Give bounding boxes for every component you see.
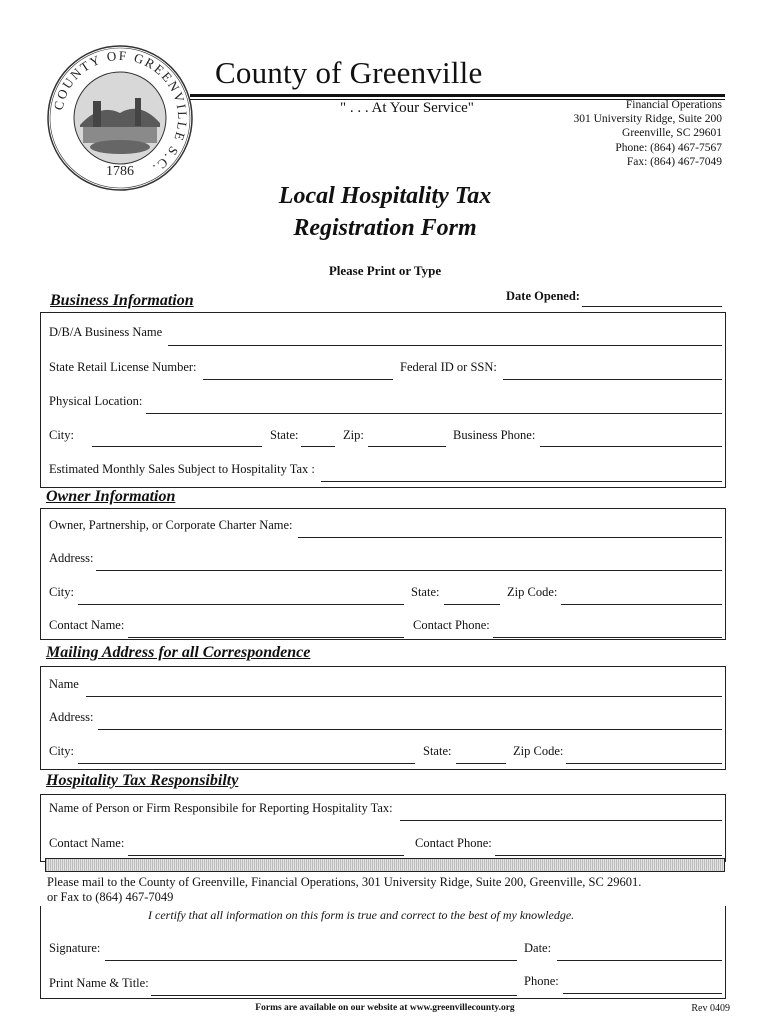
owner-address-label: Address: bbox=[49, 551, 94, 565]
print-name-label: Print Name & Title: bbox=[49, 976, 149, 990]
owner-name-label: Owner, Partnership, or Corporate Charter Name: bbox=[49, 518, 293, 532]
dba-field[interactable] bbox=[168, 345, 722, 346]
date-field[interactable] bbox=[557, 960, 722, 961]
dba-label: D/B/A Business Name bbox=[49, 325, 163, 339]
phone-field[interactable] bbox=[563, 993, 722, 994]
mail-instructions-line2: or Fax to (864) 467-7049 bbox=[47, 890, 174, 904]
retail-license-field[interactable] bbox=[203, 379, 393, 380]
date-opened-label: Date Opened: bbox=[506, 289, 580, 303]
mailing-city-field[interactable] bbox=[78, 763, 415, 764]
svg-text:COUNTY OF GREENVILLE S.C.: COUNTY OF GREENVILLE S.C. bbox=[50, 47, 191, 178]
owner-contact-phone-field[interactable] bbox=[493, 637, 722, 638]
federal-id-label: Federal ID or SSN: bbox=[400, 360, 497, 374]
office-street: 301 University Ridge, Suite 200 bbox=[573, 113, 722, 126]
shaded-divider bbox=[45, 858, 725, 872]
signature-field[interactable] bbox=[105, 960, 517, 961]
owner-state-field[interactable] bbox=[444, 604, 500, 605]
mailing-address-field[interactable] bbox=[98, 729, 722, 730]
print-instruction: Please Print or Type bbox=[328, 263, 442, 278]
seal-year: 1786 bbox=[106, 164, 134, 179]
physical-location-label: Physical Location: bbox=[49, 394, 143, 408]
office-contact bbox=[573, 98, 722, 169]
county-title: County of Greenville bbox=[215, 55, 483, 90]
resp-contact-phone-field[interactable] bbox=[495, 855, 722, 856]
date-opened-field[interactable] bbox=[582, 306, 722, 307]
owner-name-field[interactable] bbox=[298, 537, 722, 538]
signature-label: Signature: bbox=[49, 941, 101, 955]
county-seal bbox=[45, 43, 195, 193]
date-label: Date: bbox=[524, 941, 552, 955]
owner-heading: Owner Information bbox=[46, 488, 176, 505]
business-heading: Business Information bbox=[50, 292, 194, 309]
resp-contact-name-field[interactable] bbox=[128, 855, 404, 856]
resp-contact-phone-label: Contact Phone: bbox=[415, 836, 492, 850]
state-field[interactable] bbox=[301, 446, 335, 447]
business-phone-label: Business Phone: bbox=[453, 428, 536, 442]
state-label: State: bbox=[270, 428, 299, 442]
responsibility-heading: Hospitality Tax Responsibilty bbox=[46, 772, 239, 789]
mailing-zip-label: Zip Code: bbox=[513, 744, 564, 758]
office-city: Greenville, SC 29601 bbox=[622, 127, 722, 140]
owner-contact-phone-label: Contact Phone: bbox=[413, 618, 490, 632]
retail-license-label: State Retail License Number: bbox=[49, 360, 197, 374]
resp-contact-name-label: Contact Name: bbox=[49, 836, 125, 850]
zip-field[interactable] bbox=[368, 446, 446, 447]
physical-location-field[interactable] bbox=[146, 413, 722, 414]
website-note: Forms are available on our website at www.greenvillecounty.org bbox=[255, 1003, 515, 1013]
owner-city-field[interactable] bbox=[78, 604, 404, 605]
certification-statement: I certify that all information on this form is true and correct to the best of my knowledge. bbox=[148, 908, 575, 922]
mailing-city-label: City: bbox=[49, 744, 75, 758]
owner-zip-field[interactable] bbox=[561, 604, 722, 605]
owner-zip-label: Zip Code: bbox=[507, 585, 558, 599]
responsible-person-label: Name of Person or Firm Responsibile for Reporting Hospitality Tax: bbox=[49, 801, 393, 815]
revision-code: Rev 0409 bbox=[691, 1003, 730, 1014]
office-phone: Phone: (864) 467-7567 bbox=[615, 141, 722, 154]
mailing-state-label: State: bbox=[423, 744, 452, 758]
office-fax: Fax: (864) 467-7049 bbox=[626, 155, 722, 168]
owner-state-label: State: bbox=[411, 585, 440, 599]
monthly-sales-field[interactable] bbox=[321, 481, 722, 482]
responsible-person-field[interactable] bbox=[400, 820, 722, 821]
zip-label: Zip: bbox=[343, 428, 364, 442]
owner-contact-name-field[interactable] bbox=[128, 637, 404, 638]
mailing-name-field[interactable] bbox=[86, 696, 722, 697]
mailing-heading: Mailing Address for all Correspondence bbox=[46, 644, 311, 661]
federal-id-field[interactable] bbox=[503, 379, 722, 380]
form-title-line1: Local Hospitality Tax bbox=[278, 183, 492, 209]
mail-instructions-line1: Please mail to the County of Greenville, Financial Operations, 301 University Ridge, Suite 200, Greenville, SC 29601. bbox=[47, 875, 642, 889]
motto: " . . . At Your Service" bbox=[340, 100, 474, 116]
mailing-zip-field[interactable] bbox=[566, 763, 722, 764]
form-title-line2: Registration Form bbox=[293, 215, 477, 241]
owner-city-label: City: bbox=[49, 585, 75, 599]
owner-contact-name-label: Contact Name: bbox=[49, 618, 125, 632]
print-name-field[interactable] bbox=[151, 995, 517, 996]
header-rule bbox=[190, 94, 725, 97]
office-name: Financial Operations bbox=[625, 99, 722, 111]
mailing-box bbox=[40, 666, 726, 770]
phone-label: Phone: bbox=[524, 974, 559, 988]
monthly-sales-label: Estimated Monthly Sales Subject to Hospitality Tax : bbox=[49, 462, 315, 476]
mailing-address-label: Address: bbox=[49, 710, 94, 724]
city-field[interactable] bbox=[92, 446, 262, 447]
mailing-name-label: Name bbox=[49, 677, 79, 691]
owner-address-field[interactable] bbox=[96, 570, 722, 571]
mail-instructions bbox=[47, 875, 641, 905]
city-label: City: bbox=[49, 428, 75, 442]
mailing-state-field[interactable] bbox=[456, 763, 506, 764]
business-phone-field[interactable] bbox=[540, 446, 722, 447]
